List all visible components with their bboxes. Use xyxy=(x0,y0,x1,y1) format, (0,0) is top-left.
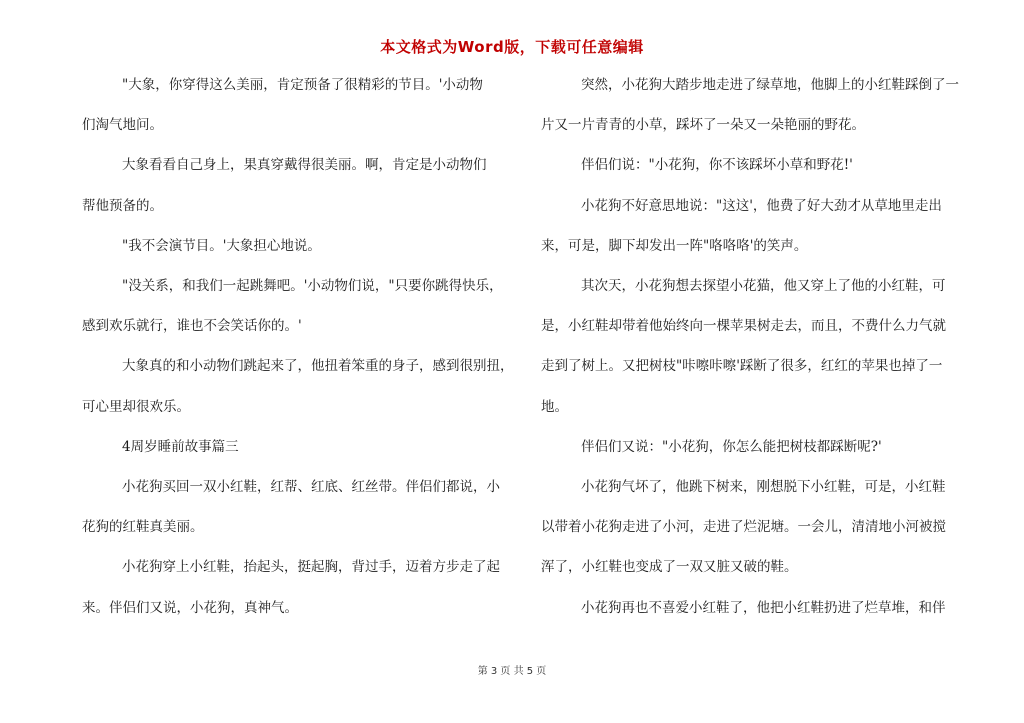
text-line: 小花狗不好意思地说："这这'，他费了好大劲才从草地里走出 xyxy=(581,197,942,214)
text-line: 地。 xyxy=(541,398,568,415)
text-line: 以带着小花狗走进了小河，走进了烂泥塘。一会儿，清清地小河被搅 xyxy=(541,519,946,536)
text-line: 大象看看自己身上，果真穿戴得很美丽。啊，肯定是小动物们 xyxy=(122,157,487,174)
text-line: 伴侣们又说："小花狗，你怎么能把树枝都踩断呢?' xyxy=(581,438,882,455)
text-line: 伴侣们说："小花狗，你不该踩坏小草和野花!' xyxy=(581,157,853,174)
text-line: "我不会演节目。'大象担心地说。 xyxy=(122,237,321,254)
text-line: 走到了树上。又把树枝"咔嚓咔嚓'踩断了很多，红红的苹果也掉了一 xyxy=(541,358,943,375)
text-line: 小花狗再也不喜爱小红鞋了，他把小红鞋扔进了烂草堆，和伴 xyxy=(581,599,946,616)
document-header: 本文格式为Word版，下载可任意编辑 xyxy=(380,38,644,56)
text-line: 浑了，小红鞋也变成了一双又脏又破的鞋。 xyxy=(541,559,798,576)
text-line: 大象真的和小动物们跳起来了，他扭着笨重的身子，感到很别扭， xyxy=(122,358,514,375)
text-line: 4周岁睡前故事篇三 xyxy=(122,438,239,455)
text-line: 是，小红鞋却带着他始终向一棵苹果树走去，而且，不费什么力气就 xyxy=(541,318,946,335)
text-line: 感到欢乐就行，谁也不会笑话你的。' xyxy=(82,318,302,335)
text-line: "没关系，和我们一起跳舞吧。'小动物们说，"只要你跳得快乐， xyxy=(122,278,503,294)
text-line: 突然，小花狗大踏步地走进了绿草地，他脚上的小红鞋踩倒了一 xyxy=(581,77,959,93)
text-line: 片又一片青青的小草，踩坏了一朵又一朵艳丽的野花。 xyxy=(541,117,865,134)
text-line: 小花狗买回一双小红鞋，红帮、红底、红丝带。伴侣们都说，小 xyxy=(122,479,500,495)
text-line: 来。伴侣们又说，小花狗，真神气。 xyxy=(82,599,298,616)
text-line: 小花狗穿上小红鞋，抬起头，挺起胸，背过手，迈着方步走了起 xyxy=(122,559,500,576)
text-line: "大象，你穿得这么美丽，肯定预备了很精彩的节目。'小动物 xyxy=(122,77,483,93)
text-line: 来，可是，脚下却发出一阵"咯咯咯'的笑声。 xyxy=(541,237,808,254)
text-line: 小花狗气坏了，他跳下树来，刚想脱下小红鞋，可是，小红鞋 xyxy=(581,479,946,495)
text-line: 们淘气地问。 xyxy=(82,117,163,134)
page-footer: 第 3 页 共 5 页 xyxy=(477,666,547,677)
text-line: 可心里却很欢乐。 xyxy=(82,398,190,415)
text-line: 其次天，小花狗想去探望小花猫，他又穿上了他的小红鞋，可 xyxy=(581,278,946,294)
text-line: 花狗的红鞋真美丽。 xyxy=(82,519,204,536)
text-line: 帮他预备的。 xyxy=(82,197,163,214)
